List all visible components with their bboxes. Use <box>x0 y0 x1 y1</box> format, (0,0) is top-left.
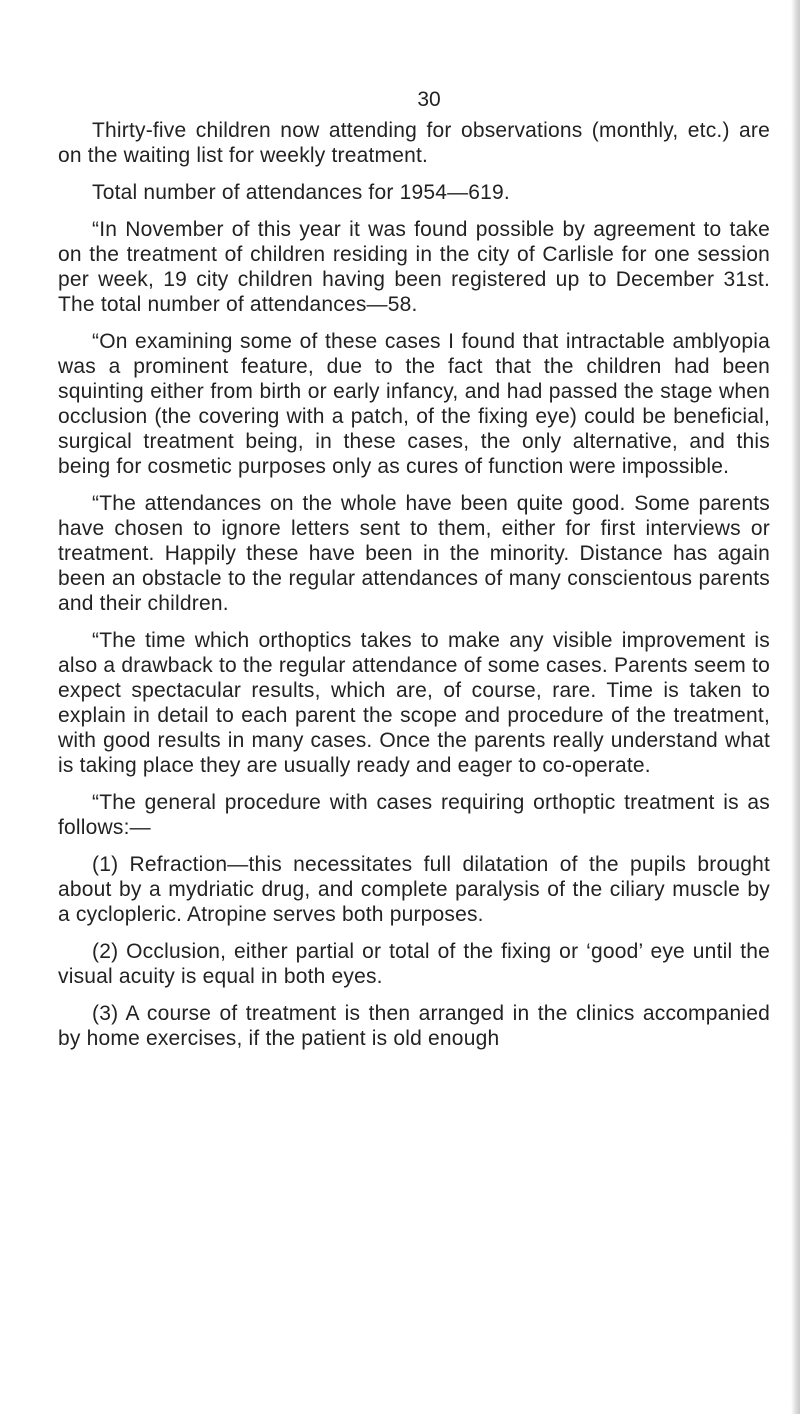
paragraph-refraction: (1) Refraction—this necessitates full dilatation of the pupils brought about by a mydriatic drug, and complete paralysis of the ciliary muscle by a cyclopleric. Atropine serves both purposes. <box>58 853 770 926</box>
paragraph-occlusion: (2) Occlusion, either partial or total of the fixing or ‘good’ eye until the visual acuity is equal in both eyes. <box>58 940 770 988</box>
paragraph-time-drawback: “The time which orthoptics takes to make any visible improvement is also a drawback to the regular attendance of some cases. Parents seem to expect spectacular results, which are, of course, rare. Time is taken to explain in detail to each parent the scope and procedure of the treatment, with good results in many cases. Once the parents really understand what is taking place they are usually ready and eager to co-operate. <box>58 629 770 777</box>
paragraph-amblyopia: “On examining some of these cases I found that intractable amblyopia was a prominent feature, due to the fact that the children had been squinting either from birth or early infancy, and had passed the stage when occlusion (the covering with a patch, of the fixing eye) could be beneficial, surgical treatment being, in these cases, the only alternative, and this being for cosmetic purposes only as cures of function were impossible. <box>58 330 770 478</box>
paragraph-carlisle-session: “In November of this year it was found possible by agreement to take on the treatment of children residing in the city of Carlisle for one session per week, 19 city children having been registered up to December 31st. The total number of attendances—58. <box>58 218 770 316</box>
paragraph-total-attendances: Total number of attendances for 1954—619. <box>92 181 510 204</box>
paragraph-attendances-quality: “The attendances on the whole have been quite good. Some parents have chosen to ignore letters sent to them, either for first interviews or treatment. Happily these have been in the minority. Distance has again been an obstacle to the regular attendances of many conscientous parents and their children. <box>58 492 770 615</box>
paragraph-general-procedure: “The general procedure with cases requiring orthoptic treatment is as follows:— <box>58 791 770 839</box>
page-edge-shadow <box>791 0 800 1414</box>
paragraph-waiting-list: Thirty-five children now attending for observations (monthly, etc.) are on the waiting list for weekly treatment. <box>58 119 770 167</box>
document-page <box>58 88 770 1063</box>
paragraph-course-of-treatment: (3) A course of treatment is then arranged in the clinics accompanied by home exercises, if the patient is old enough <box>58 1002 770 1050</box>
page-number: 30 <box>417 88 441 111</box>
